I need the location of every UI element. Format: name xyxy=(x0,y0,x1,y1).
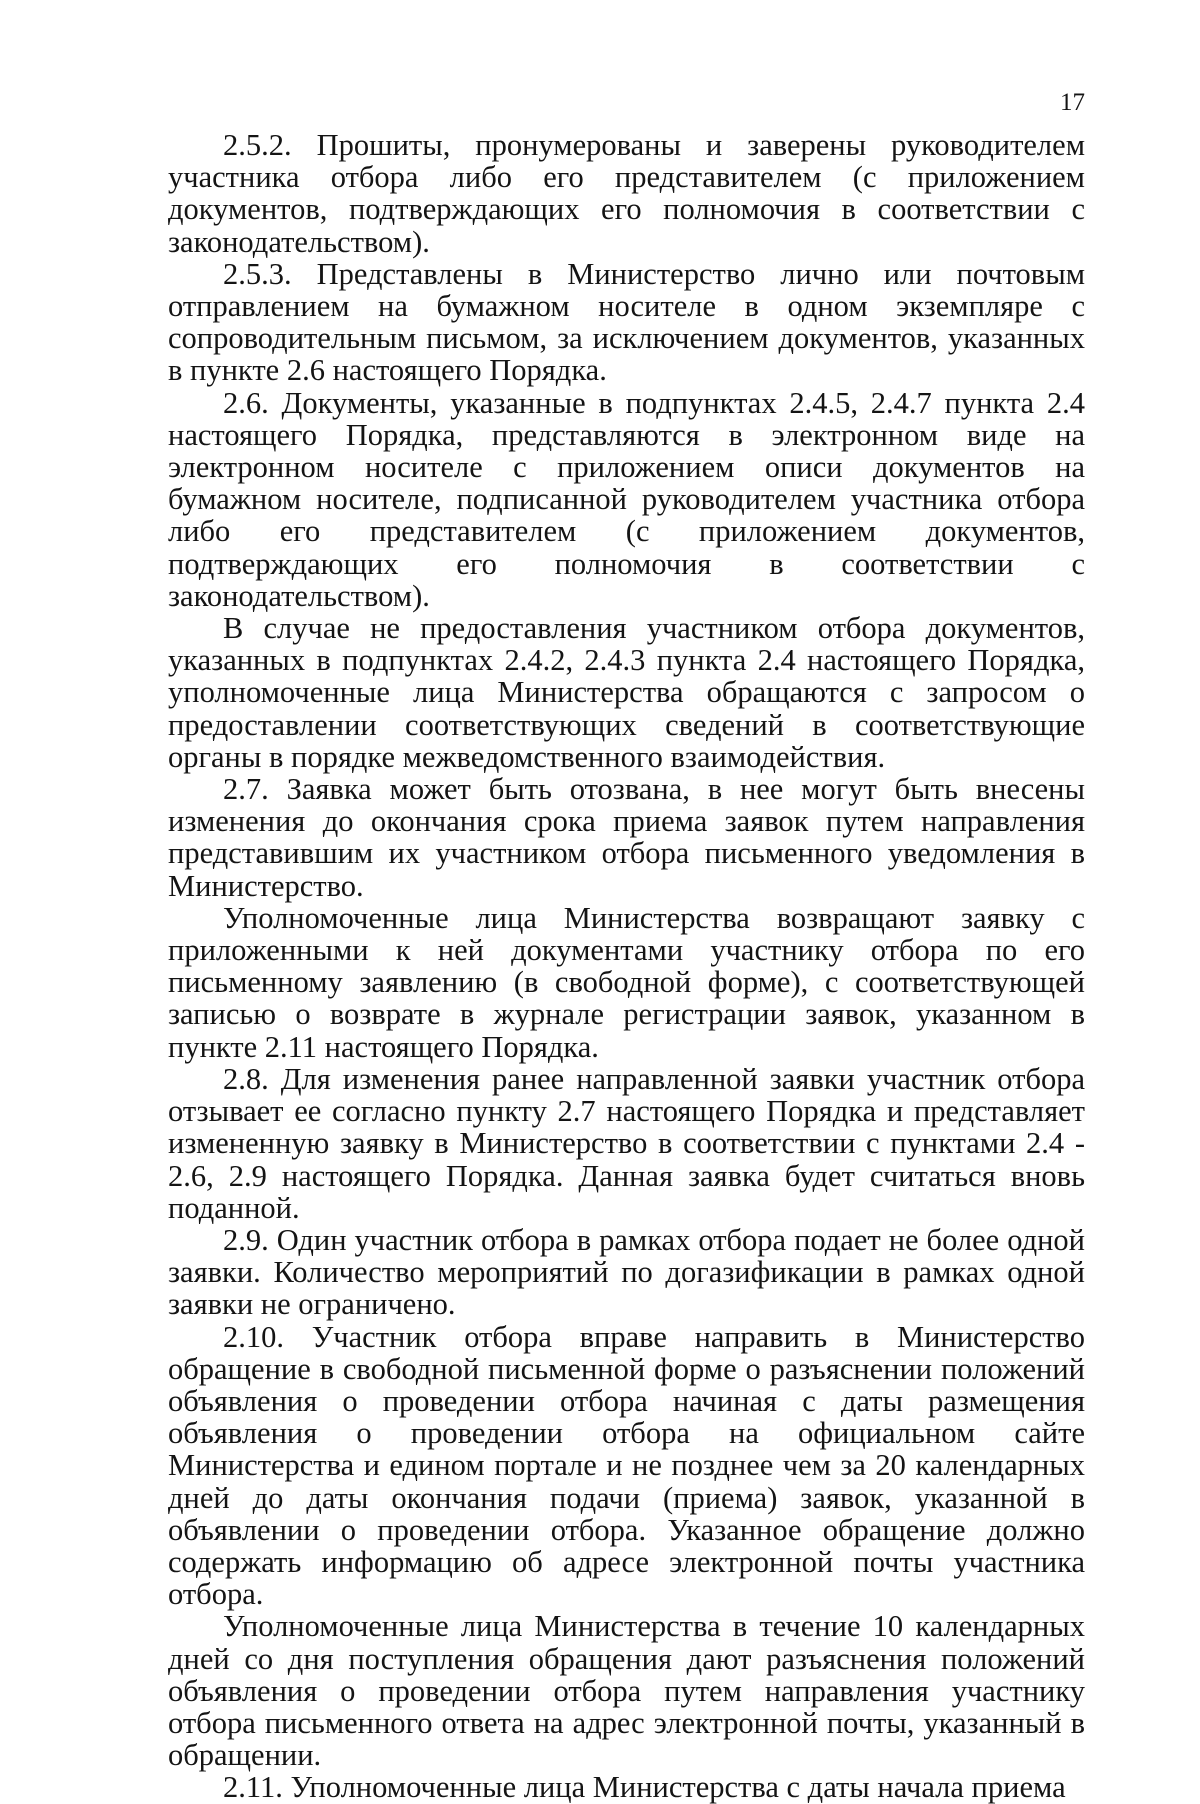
paragraph-2-6-interagency: В случае не предоставления участником отбора документов, указанных в подпунктах 2.4.2, 2.4.3 пункта 2.4 настоящего Порядка, уполномоченные лица Министерства обращаются с запросом о предоставлении соответствующих сведений в соответствующие органы в порядке межведомственного взаимодействия. xyxy=(168,611,1085,774)
paragraph-2-5-2: 2.5.2. Прошиты, пронумерованы и заверены руководителем участника отбора либо его представителем (с приложением документов, подтверждающих его полномочия в соответствии с законодательством). xyxy=(168,128,1085,259)
paragraph-2-8: 2.8. Для изменения ранее направленной заявки участник отбора отзывает ее согласно пункту 2.7 настоящего Порядка и представляет измененную заявку в Министерство в соответствии с пунктами 2.4 - 2.6, 2.9 настоящего Порядка. Данная заявка будет считаться вновь поданной. xyxy=(168,1061,1085,1225)
paragraph-2-7-return: Уполномоченные лица Министерства возвращают заявку с приложенными к ней документами участнику отбора по его письменному заявлению (в свободной форме), с соответствующей записью о возврате в журнале регистрации заявок, указанном в пункте 2.11 настоящего Порядка. xyxy=(168,900,1085,1064)
paragraph-2-10-clarification: Уполномоченные лица Министерства в течение 10 календарных дней со дня поступления обращения дают разъяснения положений объявления о проведении отбора путем направления участнику отбора письменного ответа на адрес электронной почты, указанный в обращении. xyxy=(168,1609,1085,1773)
paragraph-2-7: 2.7. Заявка может быть отозвана, в нее могут быть внесены изменения до окончания срока приема заявок путем направления представившим их участником отбора письменного уведомления в Министерство. xyxy=(168,772,1085,903)
page-number: 17 xyxy=(1060,89,1085,116)
paragraph-2-5-3: 2.5.3. Представлены в Министерство лично или почтовым отправлением на бумажном носителе в одном экземпляре с сопроводительным письмом, за исключением документов, указанных в пункте 2.6 настоящего Порядка. xyxy=(168,256,1085,388)
paragraph-2-6: 2.6. Документы, указанные в подпунктах 2.4.5, 2.4.7 пункта 2.4 настоящего Порядка, представляются в электронном виде на электронном носителе с приложением описи документов на бумажном носителе, подписанной руководителем участника отбора либо его представителем (с приложением документов, подтверждающих его полномочия в соответствии с законодательством). xyxy=(168,385,1085,613)
paragraph-2-11: 2.11. Уполномоченные лица Министерства с даты начала приема xyxy=(223,1770,1066,1804)
paragraph-2-10: 2.10. Участник отбора вправе направить в Министерство обращение в свободной письменной форме о разъяснении положений объявления о проведении отбора начиная с даты размещения объявления о проведении отбора на официальном сайте Министерства и едином портале и не позднее чем за 20 календарных дней до даты окончания подачи (приема) заявок, указанной в объявлении о проведении отбора. Указанное обращение должно содержать информацию об адресе электронной почты участника отбора. xyxy=(168,1319,1085,1612)
paragraph-2-9: 2.9. Один участник отбора в рамках отбора подает не более одной заявки. Количество мероприятий по догазификации в рамках одной заявки не ограничено. xyxy=(168,1222,1085,1322)
document-body xyxy=(168,129,1085,1804)
